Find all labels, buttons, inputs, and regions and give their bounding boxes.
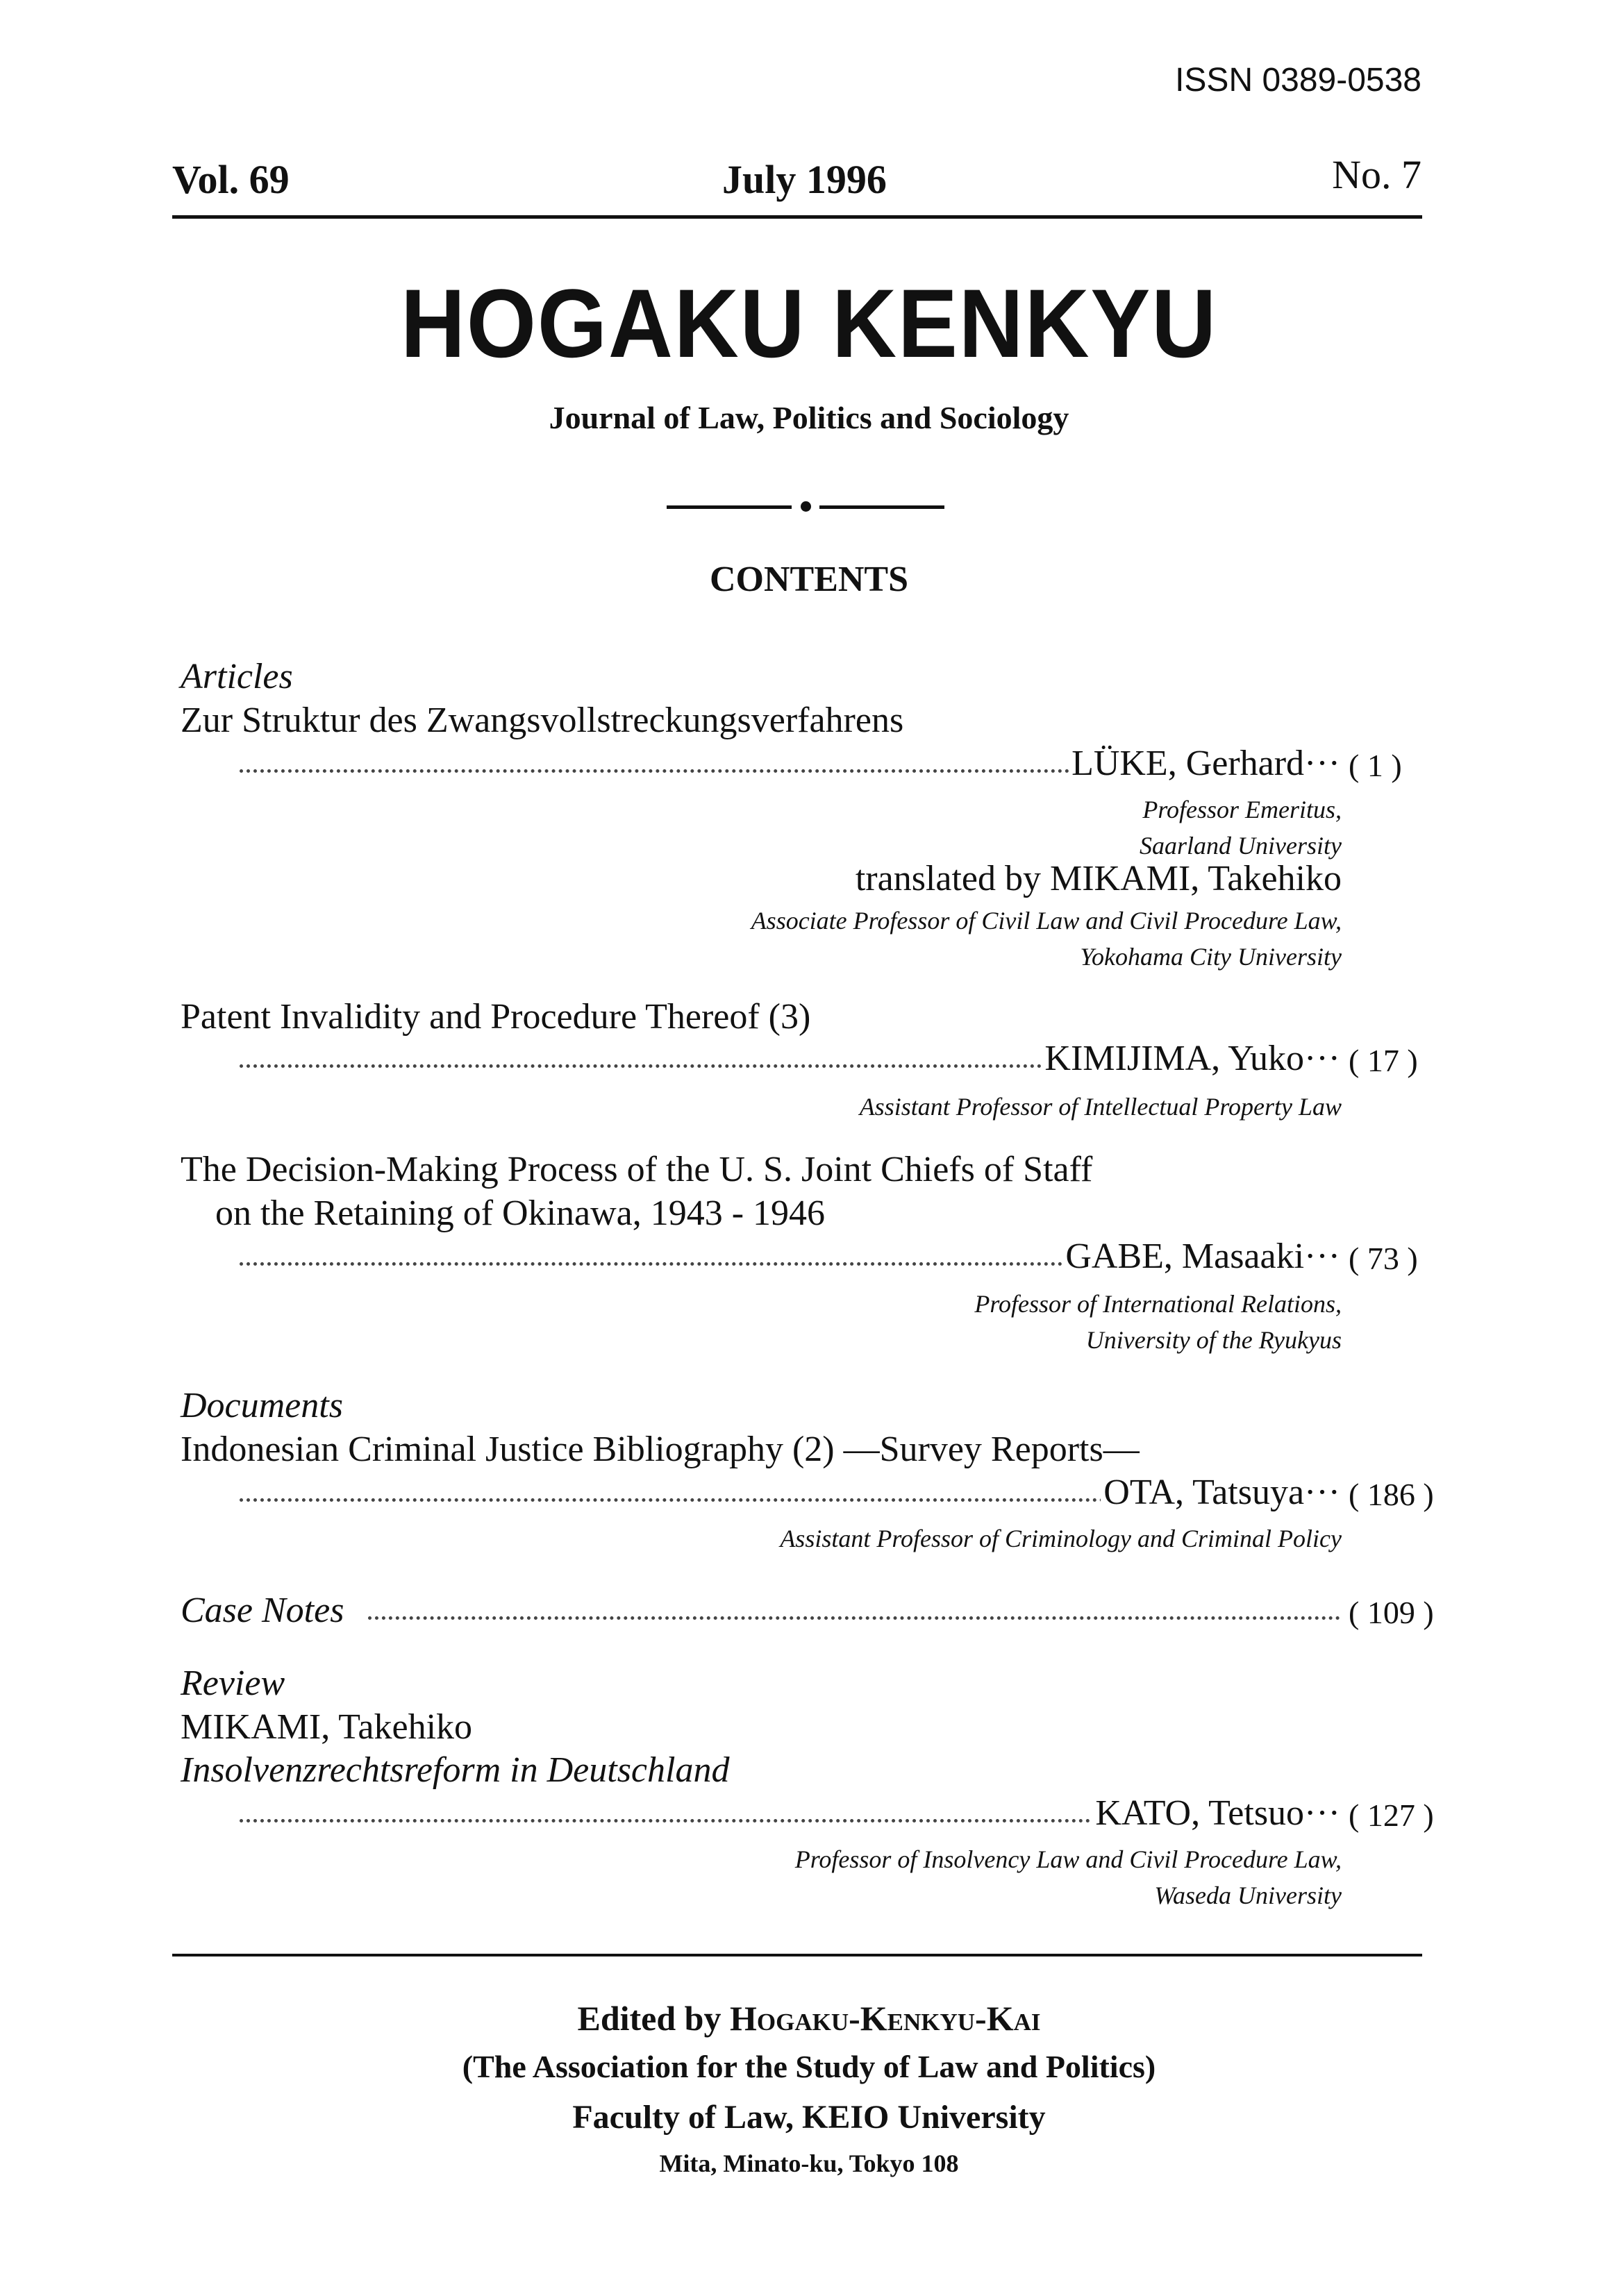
- article-1-affiliation: [1140, 791, 1342, 864]
- affiliation-line: Associate Professor of Civil Law and Civil Procedure Law,: [751, 907, 1342, 935]
- case-notes-heading: Case Notes: [181, 1590, 351, 1631]
- section-review: Review: [181, 1664, 285, 1703]
- article-1-translator: translated by MIKAMI, Takehiko: [855, 859, 1342, 898]
- editor-name: Hogaku-Kenkyu-Kai: [730, 1999, 1041, 2038]
- affiliation-line: Saarland University: [1140, 832, 1342, 860]
- affiliation-line: Assistant Professor of Criminology and Criminal Policy: [780, 1525, 1342, 1552]
- article-1-title: Zur Struktur des Zwangsvollstreckungsverfahrens: [181, 701, 904, 740]
- case-notes-leader: [181, 1590, 1340, 1632]
- document-1-leader: [240, 1472, 1340, 1514]
- review-affiliation: [795, 1841, 1342, 1913]
- review-leader: [240, 1793, 1340, 1834]
- ornament-right-line: [819, 505, 944, 509]
- article-2-author: KIMIJIMA, Yuko···: [1042, 1038, 1340, 1079]
- article-1-author: LÜKE, Gerhard···: [1069, 743, 1340, 784]
- article-1-translator-affiliation: [751, 903, 1342, 975]
- article-3-title-line-2: on the Retaining of Okinawa, 1943 - 1946: [215, 1193, 826, 1233]
- journal-title: HOGAKU KENKYU: [400, 269, 1218, 378]
- section-documents: Documents: [181, 1386, 343, 1425]
- article-1-leader: [240, 743, 1340, 785]
- article-3-affiliation: [974, 1286, 1342, 1358]
- footer-association: (The Association for the Study of Law and Politics): [462, 2049, 1156, 2084]
- ornament-dot: [801, 501, 811, 512]
- ornament-left-line: [667, 505, 792, 509]
- review-reviewed-author: MIKAMI, Takehiko: [181, 1707, 473, 1747]
- issue-date: July 1996: [722, 157, 887, 202]
- article-3-leader: [240, 1236, 1340, 1277]
- footer-faculty: Faculty of Law, KEIO University: [572, 2099, 1046, 2136]
- affiliation-line: Yokohama City University: [1080, 943, 1342, 971]
- review-page: ( 127 ): [1349, 1798, 1434, 1833]
- affiliation-line: Waseda University: [1154, 1882, 1342, 1909]
- dot-leader: [368, 1616, 1340, 1620]
- affiliation-line: University of the Ryukyus: [1085, 1326, 1342, 1354]
- affiliation-line: Assistant Professor of Intellectual Property Law: [859, 1093, 1342, 1121]
- document-1-affiliation: [780, 1520, 1342, 1557]
- affiliation-line: Professor Emeritus,: [1142, 796, 1342, 823]
- article-2-page: ( 17 ): [1349, 1043, 1418, 1078]
- article-2-leader: [240, 1038, 1340, 1080]
- contents-heading: CONTENTS: [709, 560, 909, 599]
- affiliation-line: Professor of International Relations,: [974, 1290, 1342, 1318]
- document-1-title: Indonesian Criminal Justice Bibliography (2) —Survey Reports—: [181, 1430, 1140, 1469]
- footer-edited-by: [0, 1998, 1618, 2038]
- document-1-author: OTA, Tatsuya···: [1101, 1472, 1340, 1513]
- review-book-title: Insolvenzrechtsreform in Deutschland: [181, 1750, 730, 1790]
- footer-address: Mita, Minato-ku, Tokyo 108: [659, 2150, 959, 2177]
- issn: ISSN 0389-0538: [1175, 62, 1421, 99]
- issue-number: No. 7: [1332, 152, 1421, 197]
- journal-subtitle: Journal of Law, Politics and Sociology: [549, 400, 1069, 435]
- affiliation-line: Professor of Insolvency Law and Civil Procedure Law,: [794, 1845, 1342, 1873]
- section-articles: Articles: [181, 657, 293, 696]
- article-3-author: GABE, Masaaki···: [1062, 1236, 1340, 1277]
- article-2-affiliation: [860, 1089, 1342, 1125]
- case-notes-page: ( 109 ): [1349, 1595, 1434, 1630]
- article-3-title-line-1: The Decision-Making Process of the U. S. Joint Chiefs of Staff: [181, 1150, 1093, 1189]
- article-2-title: Patent Invalidity and Procedure Thereof (3): [181, 997, 811, 1037]
- edited-by-prefix: Edited by: [577, 1999, 722, 2038]
- review-author: KATO, Tetsuo···: [1092, 1793, 1340, 1834]
- footer-rule: [172, 1954, 1422, 1956]
- header-rule: [172, 215, 1422, 219]
- document-1-page: ( 186 ): [1349, 1477, 1434, 1512]
- volume: Vol. 69: [172, 157, 290, 202]
- article-1-page: ( 1 ): [1349, 748, 1402, 783]
- article-3-page: ( 73 ): [1349, 1241, 1418, 1276]
